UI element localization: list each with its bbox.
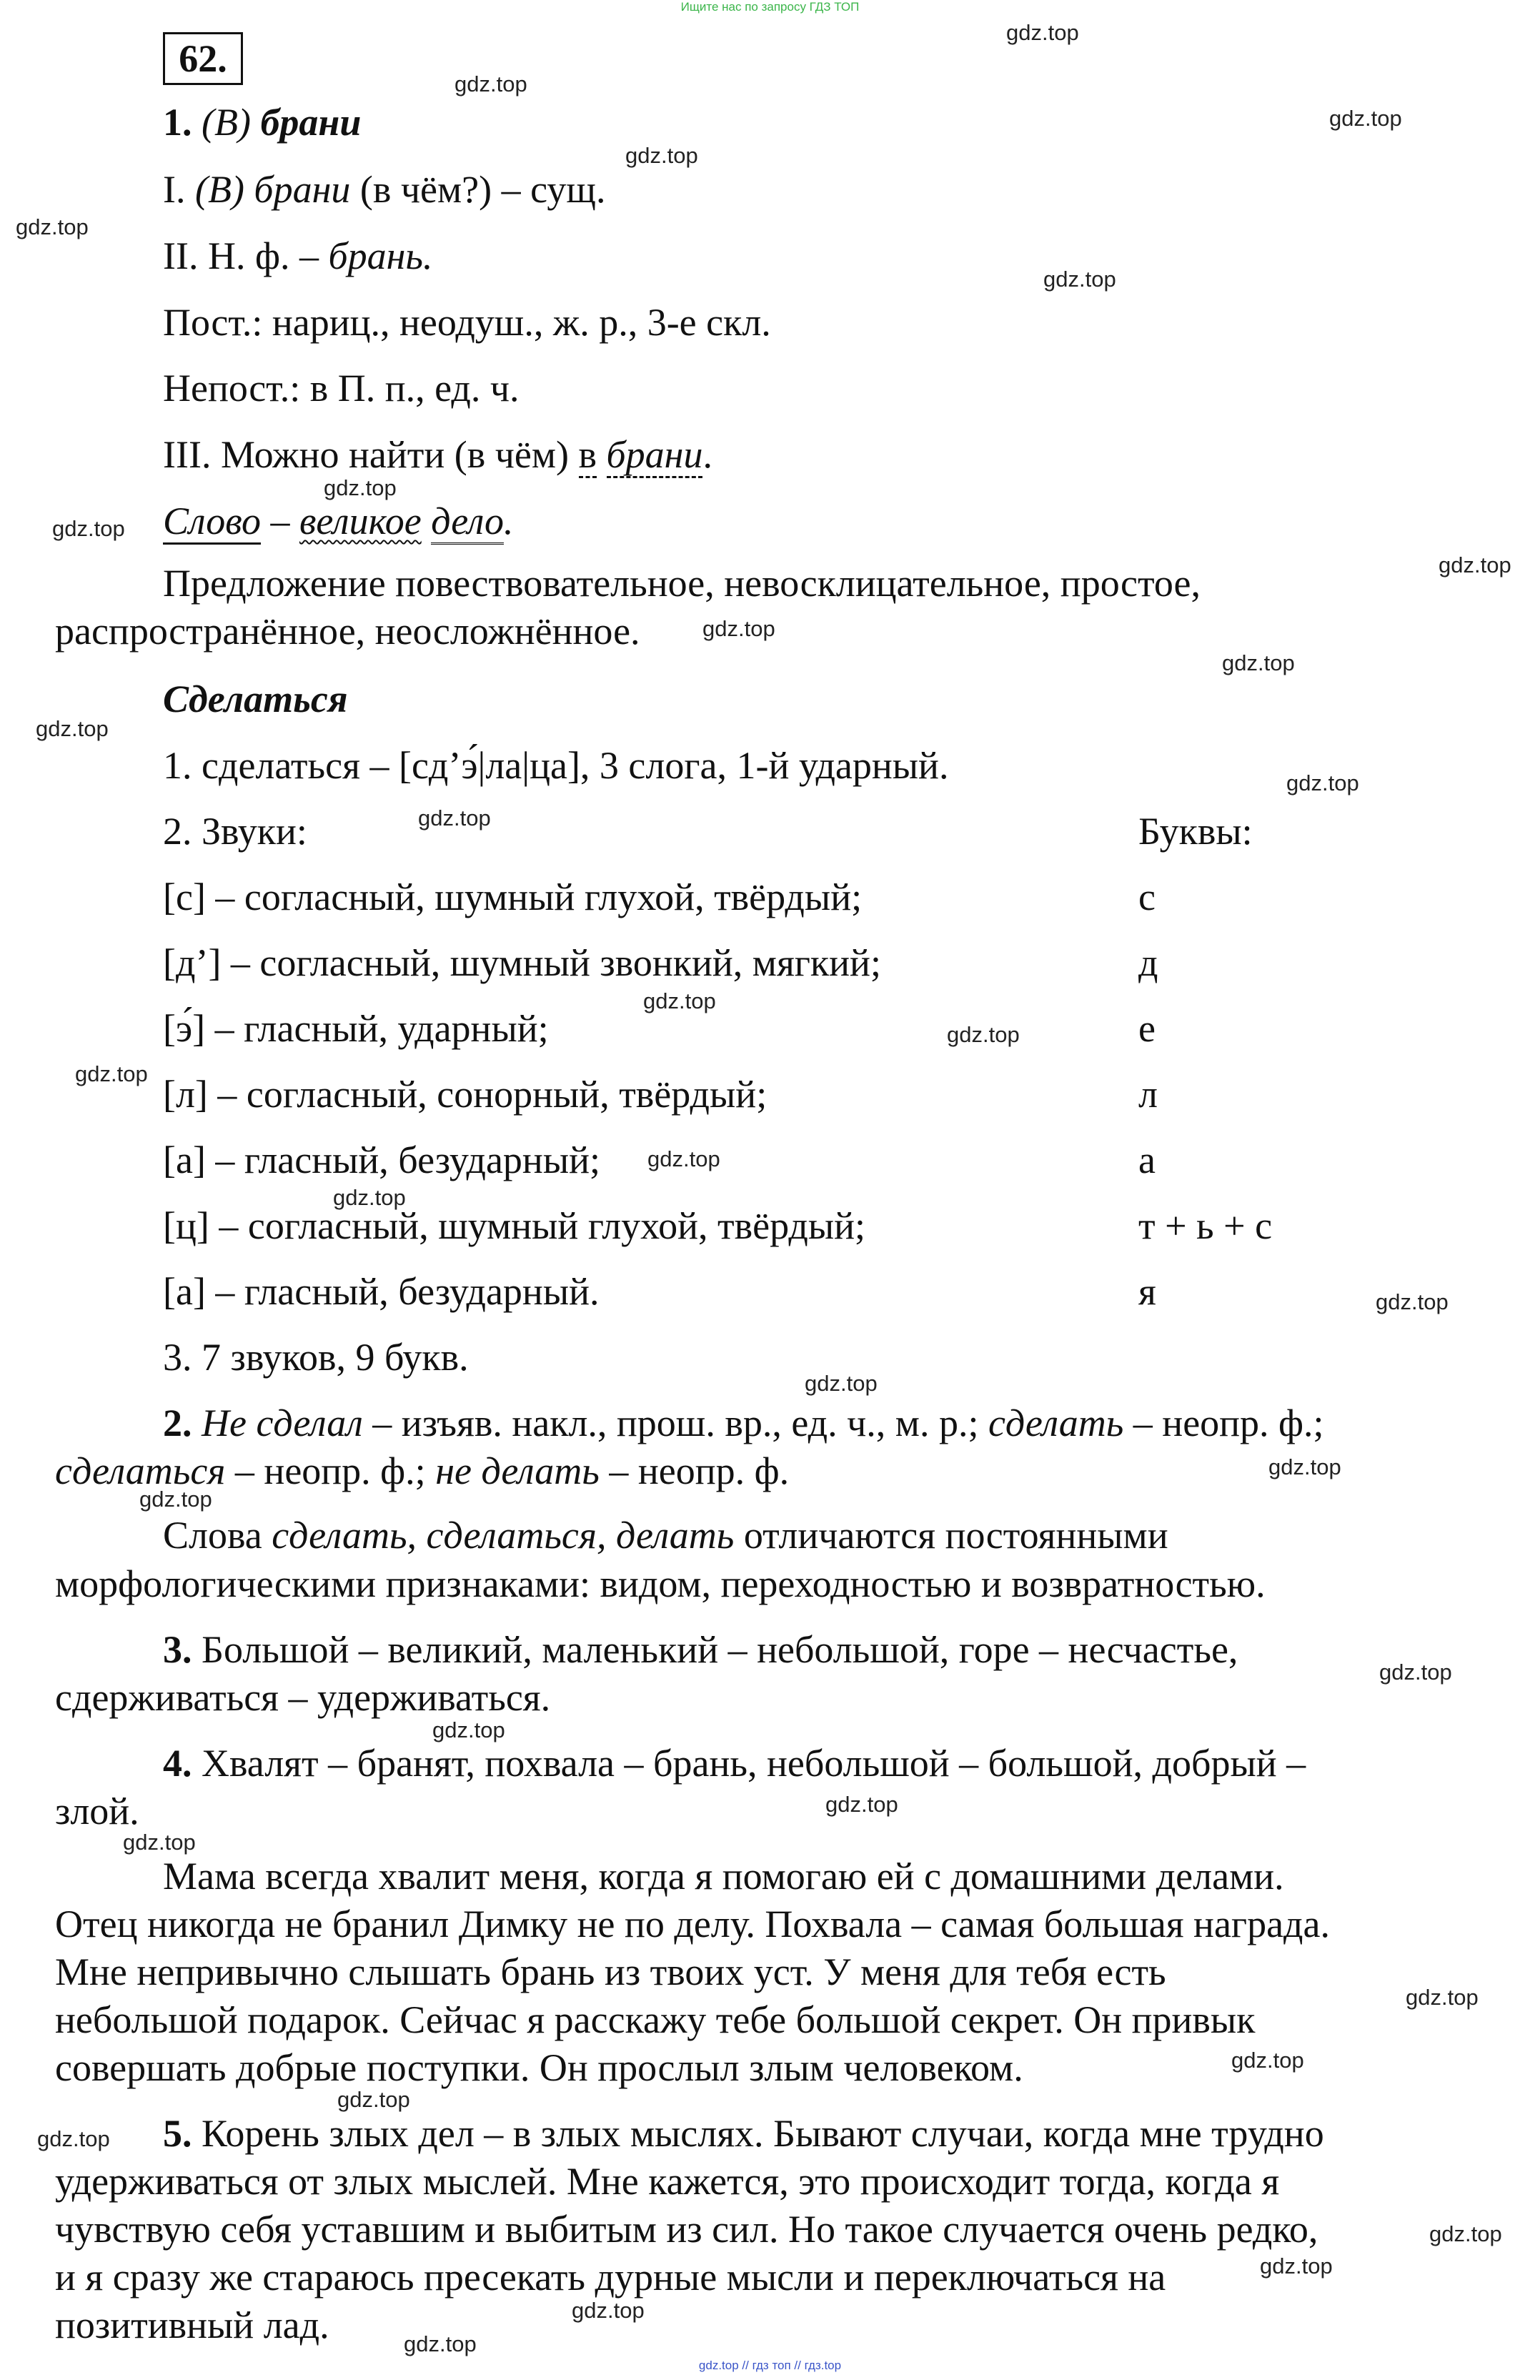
task2-desc-2: – неопр. ф.; — [1133, 1402, 1324, 1444]
watermark: gdz.top — [1286, 770, 1359, 795]
object-underlined: брани — [607, 433, 703, 478]
sentence-predicate: дело — [431, 500, 504, 545]
task1-title-prep: (В) — [202, 101, 251, 144]
task3-line-2: сдерживаться – удерживаться. — [55, 1676, 551, 1719]
preposition-underlined: в — [579, 433, 597, 478]
example-sentence — [163, 497, 514, 545]
task3-number: 3. — [163, 1628, 192, 1671]
task4-para-line: Отец никогда не бранил Димку не по делу. Похвала – самая большая награда. — [55, 1903, 1330, 1945]
task5-text-1: Корень злых дел – в злых мыслях. Бывают случаи, когда мне трудно — [202, 2112, 1324, 2155]
watermark: gdz.top — [702, 616, 775, 641]
sound-row: [ц] – согласный, шумный глухой, твёрдый; — [163, 1204, 866, 1247]
watermark: gdz.top — [37, 2126, 110, 2151]
task5-line-5: позитивный лад. — [55, 2304, 329, 2346]
initial-form-label: II. Н. ф. – — [163, 234, 319, 277]
watermark: gdz.top — [1222, 650, 1295, 675]
task4-line-1 — [163, 1740, 1306, 1787]
phonetic-title: Сделаться — [163, 678, 348, 720]
task1-title — [163, 99, 361, 146]
watermark: gdz.top — [324, 475, 397, 500]
watermark: gdz.top — [1376, 1289, 1449, 1314]
sentence-analysis-1: Предложение повествовательное, невосклицательное, простое, — [163, 562, 1201, 605]
watermark: gdz.top — [1429, 2221, 1502, 2246]
watermark: gdz.top — [1329, 106, 1402, 131]
watermark: gdz.top — [36, 716, 109, 741]
task2-para-c: отличаются постоянными — [743, 1514, 1168, 1557]
watermark: gdz.top — [572, 2298, 645, 2323]
header-search-hint[interactable]: Ищите нас по запросу ГДЗ ТОП — [680, 0, 860, 14]
letter-cell: д — [1138, 941, 1158, 984]
letter-cell: т + ь + с — [1138, 1204, 1273, 1247]
watermark: gdz.top — [647, 1146, 720, 1171]
watermark: gdz.top — [454, 71, 527, 96]
watermark: gdz.top — [643, 988, 716, 1013]
task4-para-line: Мне непривычно слышать брань из твоих уст. У меня для тебя есть — [55, 1950, 1166, 1993]
letter-cell: а — [1138, 1139, 1156, 1181]
task1-title-word: брани — [260, 101, 362, 144]
letter-cell: е — [1138, 1007, 1156, 1050]
watermark: gdz.top — [333, 1185, 406, 1210]
watermark: gdz.top — [139, 1487, 212, 1512]
letter-cell: с — [1138, 876, 1156, 918]
task2-para-line-2: морфологическими признаками: видом, переходностью и возвратностью. — [55, 1562, 1266, 1605]
roman-1: I. — [163, 168, 186, 211]
task5-line-4: и я сразу же стараюсь пресекать дурные мысли и переключаться на — [55, 2256, 1166, 2299]
task3-line-1 — [163, 1626, 1238, 1673]
morph-line-3: Пост.: нариц., неодуш., ж. р., 3-е скл. — [163, 301, 771, 344]
sound-row: [д’] – согласный, шумный звонкий, мягкий; — [163, 941, 881, 984]
task2-desc-4: – неопр. ф. — [609, 1449, 790, 1492]
task5-line-3: чувствую себя уставшим и выбитым из сил. Но такое случается очень редко, — [55, 2208, 1318, 2251]
task2-desc-3: – неопр. ф.; — [234, 1449, 426, 1492]
watermark: gdz.top — [418, 805, 491, 830]
watermark: gdz.top — [1439, 552, 1511, 577]
task4-para-line: небольшой подарок. Сейчас я расскажу тебе большой секрет. Он привык — [55, 1998, 1256, 2041]
sound-row: [а] – гласный, безударный; — [163, 1139, 601, 1181]
task2-word-3: сделаться — [55, 1449, 226, 1492]
watermark: gdz.top — [1406, 1985, 1479, 2010]
watermark: gdz.top — [1006, 20, 1079, 45]
morph-line-1 — [163, 166, 605, 213]
morph-line-2 — [163, 232, 432, 279]
sound-row: [э́] – гласный, ударный; — [163, 1007, 549, 1050]
task4-number: 4. — [163, 1742, 192, 1785]
watermark: gdz.top — [805, 1371, 878, 1396]
sound-row: [с] – согласный, шумный глухой, твёрдый; — [163, 876, 863, 918]
task4-text-1: Хвалят – бранят, похвала – брань, небольшой – большой, добрый – — [202, 1742, 1306, 1785]
watermark: gdz.top — [1268, 1454, 1341, 1479]
task5-line-2: удерживаться от злых мыслей. Мне кажется, это происходит тогда, когда я — [55, 2160, 1280, 2203]
exercise-number: 62. — [163, 32, 243, 85]
task2-number: 2. — [163, 1402, 192, 1444]
period: . — [702, 433, 712, 476]
footer-links[interactable]: gdz.top // гдз топ // гдз.top — [698, 2359, 842, 2372]
task5-number: 5. — [163, 2112, 192, 2155]
task2-desc-1: – изъяв. накл., прош. вр., ед. ч., м. р.; — [372, 1402, 979, 1444]
morph-line-4: Непост.: в П. п., ед. ч. — [163, 367, 520, 410]
watermark: gdz.top — [1379, 1660, 1452, 1685]
task4-para-line: совершать добрые поступки. Он прослыл злым человеком. — [55, 2046, 1023, 2089]
watermark: gdz.top — [825, 1792, 898, 1817]
sound-row: [л] – согласный, сонорный, твёрдый; — [163, 1073, 767, 1116]
task4-line-2: злой. — [55, 1790, 139, 1833]
watermark: gdz.top — [1231, 2048, 1304, 2073]
task2-para-a: Слова — [163, 1514, 262, 1557]
letter-cell: я — [1138, 1270, 1156, 1313]
sounds-header: 2. Звуки: — [163, 810, 307, 853]
watermark: gdz.top — [123, 1830, 196, 1855]
watermark: gdz.top — [75, 1061, 148, 1086]
task2-para-line-1 — [163, 1512, 1168, 1559]
morph-line-5 — [163, 431, 712, 478]
task2-para-words: сделать, сделаться, делать — [272, 1514, 735, 1557]
task3-text-1: Большой – великий, маленький – небольшой, горе – несчастье, — [202, 1628, 1238, 1671]
task2-word-4: не делать — [435, 1449, 600, 1492]
letter-cell: л — [1138, 1073, 1158, 1116]
sentence-dash: – — [270, 500, 290, 542]
watermark: gdz.top — [1260, 2253, 1333, 2279]
task2-word-2: сделать — [988, 1402, 1124, 1444]
task2-line-1 — [163, 1399, 1324, 1447]
letters-header: Буквы: — [1138, 810, 1253, 853]
syntax-role: III. Можно найти (в чём) — [163, 433, 570, 476]
task1-number: 1. — [163, 101, 192, 144]
phonetic-line-1: 1. сделаться – [сд’э́|ла|ца], 3 слога, 1-й ударный. — [163, 744, 949, 787]
task4-para-line: Мама всегда хвалит меня, когда я помогаю ей с домашними делами. — [163, 1855, 1284, 1898]
task5-line-1 — [163, 2110, 1324, 2157]
sentence-analysis-2: распространённое, неосложнённое. — [55, 610, 640, 653]
initial-form: брань. — [328, 234, 433, 277]
sound-row: [а] – гласный, безударный. — [163, 1270, 600, 1313]
watermark: gdz.top — [52, 516, 125, 541]
watermark: gdz.top — [432, 1717, 505, 1742]
watermark: gdz.top — [404, 2331, 477, 2356]
watermark: gdz.top — [337, 2087, 410, 2112]
task2-word-1: Не сделал — [202, 1402, 363, 1444]
phonetic-summary: 3. 7 звуков, 9 букв. — [163, 1336, 469, 1379]
word-form: (В) брани — [194, 168, 351, 211]
watermark: gdz.top — [1043, 267, 1116, 292]
sentence-adjective: великое — [299, 500, 422, 542]
sentence-end: . — [504, 500, 514, 542]
watermark: gdz.top — [625, 143, 698, 168]
sentence-subject: Слово — [163, 500, 261, 545]
watermark: gdz.top — [16, 214, 89, 239]
watermark: gdz.top — [947, 1022, 1020, 1047]
morph-line-1-rest: (в чём?) – сущ. — [359, 168, 606, 211]
